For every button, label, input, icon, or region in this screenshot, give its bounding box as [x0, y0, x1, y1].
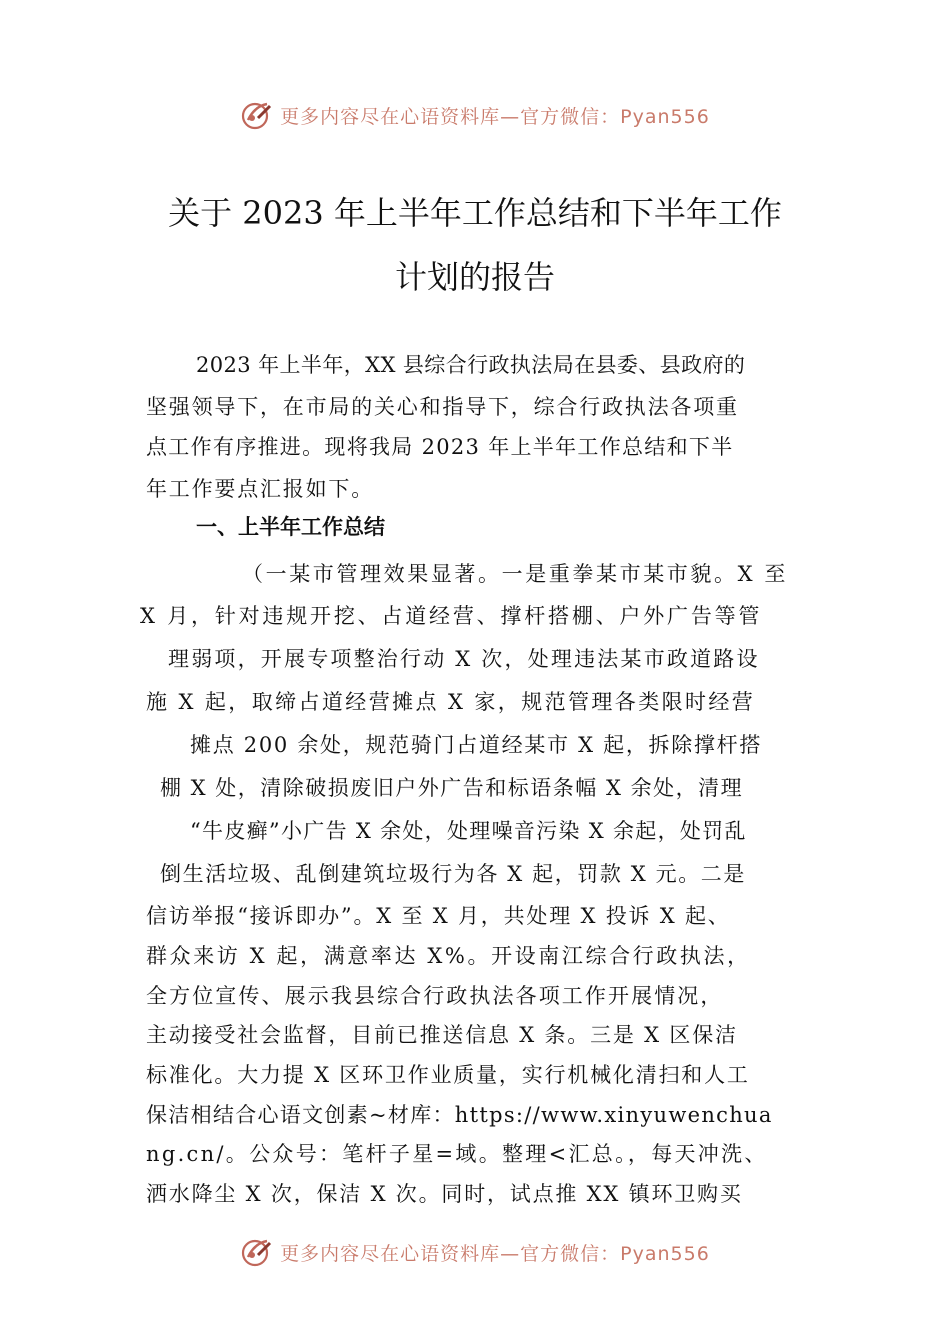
watermark-footer: [0, 1232, 950, 1272]
body-line: “牛皮癣”小广告 X 余处，处理噪音污染 X 余起，处罚乱: [190, 819, 747, 843]
body-line: 标准化。大力提 X 区环卫作业质量，实行机械化清扫和人工: [146, 1063, 750, 1087]
intro-line: 坚强领导下，在市局的关心和指导下，综合行政执法各项重: [146, 395, 739, 419]
body-line: 主动接受社会监督，目前已推送信息 X 条。三是 X 区保洁: [146, 1023, 738, 1047]
intro-line: 年工作要点汇报如下。: [146, 477, 374, 501]
body-line: 施 X 起，取缔占道经营摊点 X 家，规范管理各类限时经营: [146, 690, 756, 714]
body-line: ng.cn/。公众号：笔杆子星=域。整理<汇总。，每天冲洗、: [146, 1142, 768, 1166]
section-heading: 一、上半年工作总结: [196, 515, 385, 539]
body-line: X 月，针对违规开挖、占道经营、撑杆搭棚、户外广告等管: [140, 604, 763, 628]
body-line: 棚 X 处，清除破损废旧户外广告和标语条幅 X 余处，清理: [160, 776, 744, 800]
body-line: 理弱项，开展专项整治行动 X 次，处理违法某市政道路设: [168, 647, 760, 671]
body-line: 洒水降尘 X 次，保洁 X 次。同时，试点推 XX 镇环卫购买: [146, 1182, 743, 1206]
watermark-text: 更多内容尽在心语资料库—官方微信：Pyan556: [280, 105, 710, 128]
document-title-line-1: 关于 2023 年上半年工作总结和下半年工作: [168, 194, 782, 232]
body-line: 信访举报“接诉即办”。X 至 X 月，共处理 X 投诉 X 起、: [146, 904, 731, 928]
body-line: 摊点 200 余处，规范骑门占道经某市 X 起，拆除撑杆搭: [190, 733, 763, 757]
watermark-logo-icon: [240, 1235, 274, 1269]
watermark-header: [0, 95, 950, 135]
watermark-logo-icon: [240, 98, 274, 132]
intro-line: 点工作有序推进。现将我局 2023 年上半年工作总结和下半: [146, 435, 734, 459]
body-line: 保洁相结合心语文创素~材库：https://www.xinyuwenchua: [146, 1103, 773, 1127]
body-line: （一某市管理效果显著。一是重拳某市某市貌。X 至: [242, 562, 789, 586]
document-title-line-2: 计划的报告: [394, 258, 555, 296]
body-line: 全方位宣传、展示我县综合行政执法各项工作开展情况，: [146, 984, 724, 1008]
body-line: 群众来访 X 起，满意率达 X%。开设南江综合行政执法，: [146, 944, 751, 968]
watermark-text: 更多内容尽在心语资料库—官方微信：Pyan556: [280, 1242, 710, 1265]
body-line: 倒生活垃圾、乱倒建筑垃圾行为各 X 起，罚款 X 元。二是: [160, 862, 746, 886]
intro-line: 2023 年上半年，XX 县综合行政执法局在县委、县政府的: [196, 353, 746, 377]
